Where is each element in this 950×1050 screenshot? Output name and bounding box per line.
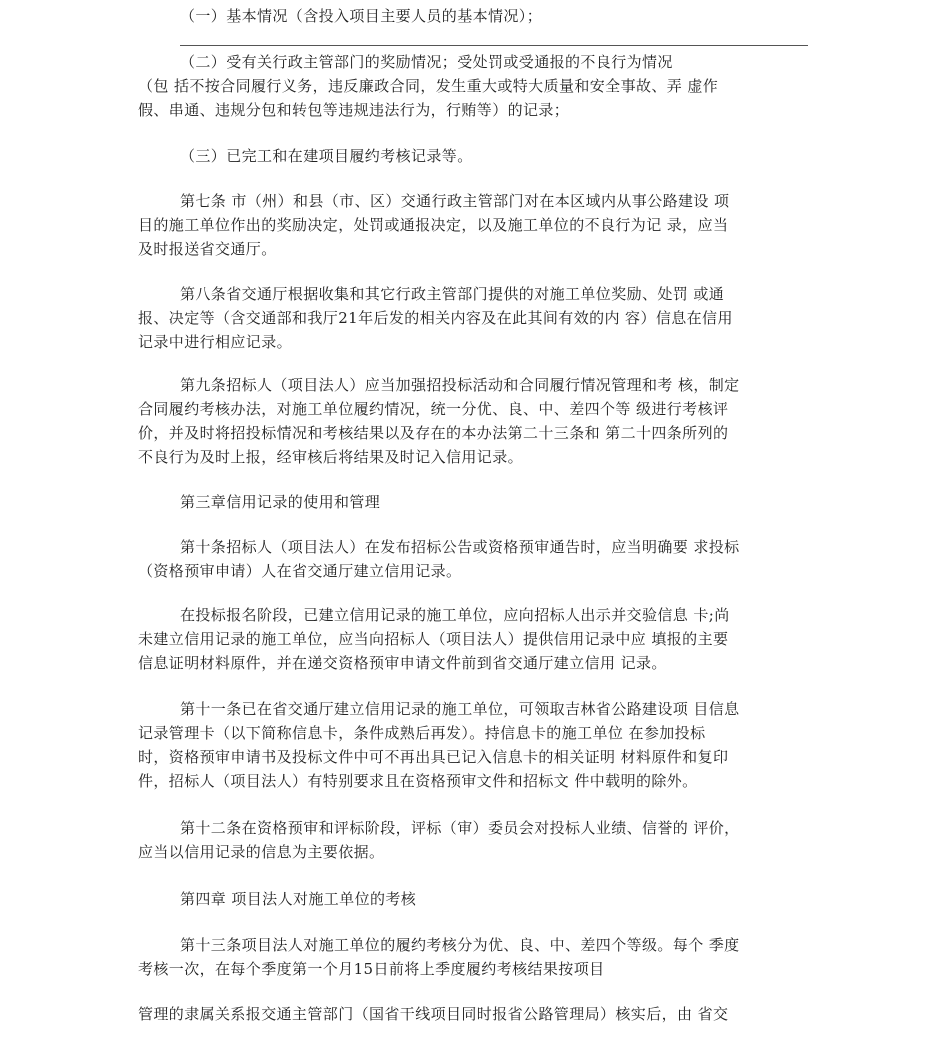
chapter-heading: 第四章 项目法人对施工单位的考核 xyxy=(180,890,417,908)
text-line: 第八条省交通厅根据收集和其它行政主管部门提供的对施工单位奖励、处罚 或通 xyxy=(180,285,725,303)
text-line: 第七条 市（州）和县（市、区）交通行政主管部门对在本区域内从事公路建设 项 xyxy=(180,192,730,210)
text-line: （二）受有关行政主管部门的奖励情况；受处罚或受通报的不良行为情况 xyxy=(180,53,673,71)
text-line: 未建立信用记录的施工单位，应当向招标人（项目法人）提供信用记录中应 填报的主要 xyxy=(138,630,729,648)
chapter-heading: 第三章信用记录的使用和管理 xyxy=(180,493,381,511)
text-line: 应当以信用记录的信息为主要依据。 xyxy=(138,843,385,861)
text-line: 记录中进行相应记录。 xyxy=(138,333,293,351)
text-line: 时，资格预审申请书及投标文件中可不再出具已记入信息卡的相关证明 材料原件和复印 xyxy=(138,748,729,766)
text-line: 合同履约考核办法，对施工单位履约情况，统一分优、良、中、差四个等 级进行考核评 xyxy=(138,400,729,418)
text-line: 目的施工单位作出的奖励决定，处罚或通报决定，以及施工单位的不良行为记 录，应当 xyxy=(138,216,729,234)
text-line: 第十三条项目法人对施工单位的履约考核分为优、良、中、差四个等级。每个 季度 xyxy=(180,936,740,954)
text-line: （三）已完工和在建项目履约考核记录等。 xyxy=(180,147,473,165)
text-line: 管理的隶属关系报交通主管部门（国省干线项目同时报省公路管理局）核实后，由 省交 xyxy=(138,1005,729,1023)
text-line: 假、串通、违规分包和转包等违规违法行为，行贿等）的记录； xyxy=(138,101,570,119)
text-line: 第十条招标人（项目法人）在发布招标公告或资格预审通告时，应当明确要 求投标 xyxy=(180,538,740,556)
text-line: 考核一次，在每个季度第一个月15日前将上季度履约考核结果按项目 xyxy=(138,960,605,978)
horizontal-rule xyxy=(180,45,808,46)
text-line: （一）基本情况（含投入项目主要人员的基本情况）； xyxy=(180,7,543,25)
text-line: 信息证明材料原件，并在递交资格预审申请文件前到省交通厅建立信用 记录。 xyxy=(138,654,667,672)
text-line: 件，招标人（项目法人）有特别要求且在资格预审文件和招标文 件中载明的除外。 xyxy=(138,772,698,790)
text-line: 不良行为及时上报，经审核后将结果及时记入信用记录。 xyxy=(138,448,524,466)
text-line: 报、决定等（含交通部和我厅21年后发的相关内容及在此其间有效的内 容）信息在信用 xyxy=(138,309,733,327)
text-line: （资格预审申请）人在省交通厅建立信用记录。 xyxy=(138,562,462,580)
text-line: 第九条招标人（项目法人）应当加强招投标活动和合同履行情况管理和考 核，制定 xyxy=(180,376,740,394)
text-line: 第十一条已在省交通厅建立信用记录的施工单位，可领取吉林省公路建设项 目信息 xyxy=(180,700,740,718)
text-line: 在投标报名阶段，已建立信用记录的施工单位，应向招标人出示并交验信息 卡;尚 xyxy=(180,606,730,624)
text-line: 记录管理卡（以下简称信息卡，条件成熟后再发）。持信息卡的施工单位 在参加投标 xyxy=(138,724,706,742)
text-line: 及时报送省交通厅。 xyxy=(138,240,277,258)
text-line: （包 括不按合同履行义务，违反廉政合同，发生重大或特大质量和安全事故、弄 虚作 xyxy=(138,77,719,95)
text-line: 价，并及时将招投标情况和考核结果以及存在的本办法第二十三条和 第二十四条所列的 xyxy=(138,424,729,442)
text-line: 第十二条在资格预审和评标阶段，评标（审）委员会对投标人业绩、信誉的 评价， xyxy=(180,819,740,837)
